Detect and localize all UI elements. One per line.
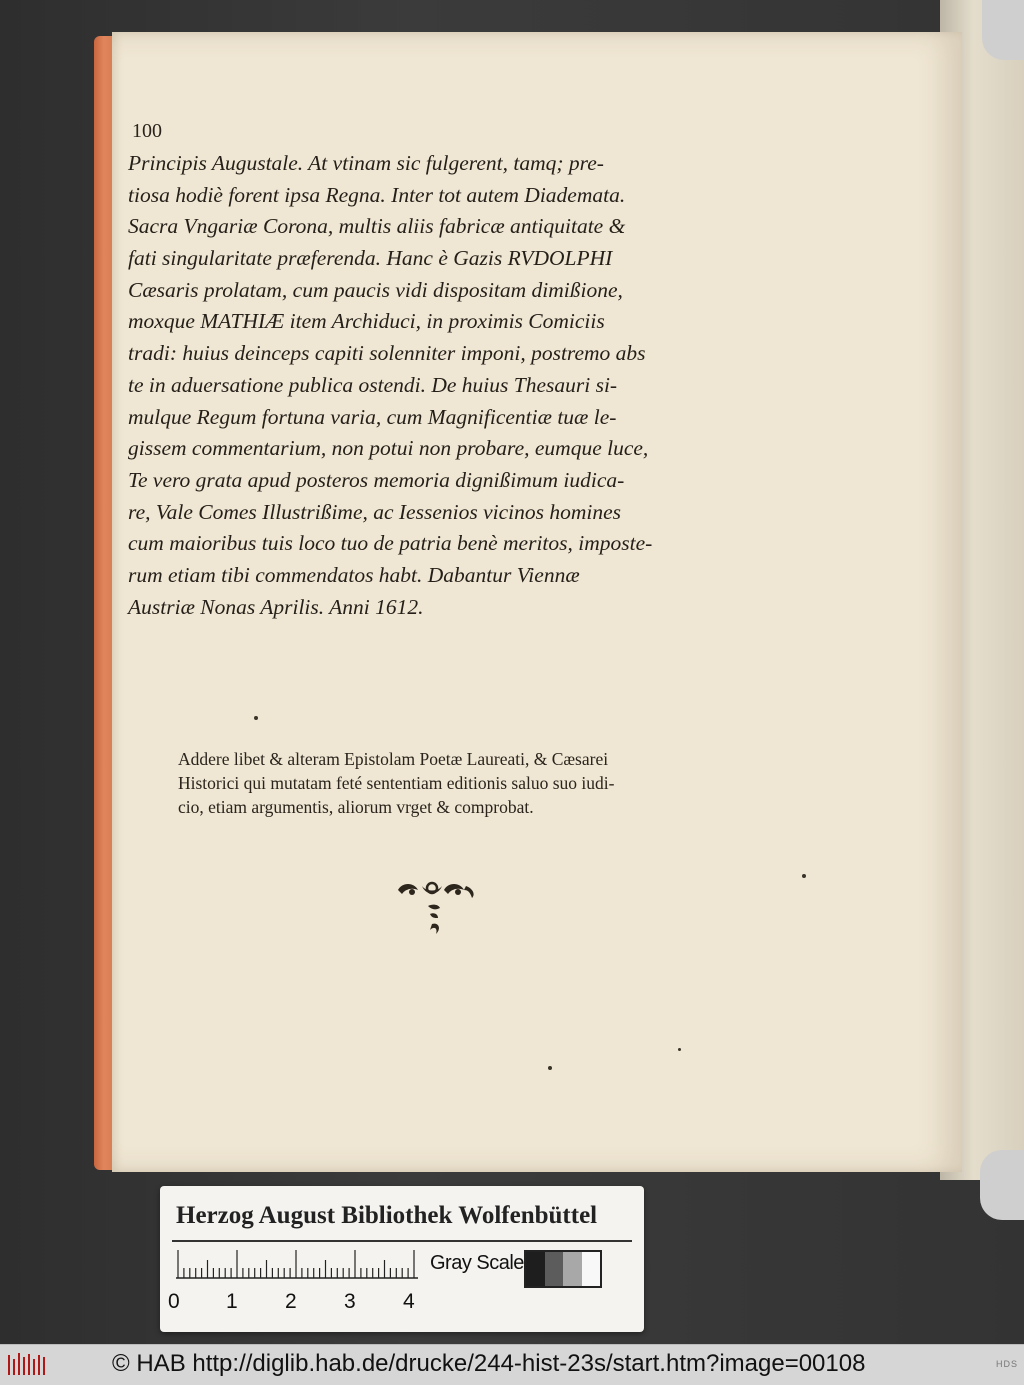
printers-ornament xyxy=(392,876,482,946)
text-line: re, Vale Comes Illustrißime, ac Iessenios vicinos homines xyxy=(128,499,622,524)
gray-scale-swatches xyxy=(524,1250,602,1288)
note-line: Historici qui mutatam feté sententiam editionis saluo suo iudi- xyxy=(178,773,615,793)
text-line: moxque MATHIÆ item Archiduci, in proximis Comiciis xyxy=(128,309,605,334)
color-reference-card xyxy=(160,1186,644,1332)
text-line: Sacra Vngariæ Corona, multis aliis fabricæ antiquitate & xyxy=(128,214,626,239)
footer-badge: HDS xyxy=(996,1359,1019,1369)
text-line: te in aduersatione publica ostendi. De huius Thesauri si- xyxy=(128,372,618,397)
hab-logo-icon xyxy=(6,1351,48,1379)
ruler-labels xyxy=(168,1290,428,1316)
ruler-label: 2 xyxy=(285,1290,297,1313)
gray-scale-label: Gray Scale xyxy=(430,1252,524,1274)
ink-speck xyxy=(678,1048,681,1051)
card-title: Herzog August Bibliothek Wolfenbüttel xyxy=(176,1202,598,1229)
gray-swatch xyxy=(526,1252,545,1286)
ruler-label: 1 xyxy=(226,1290,238,1313)
copyright-link[interactable]: © HAB http://diglib.hab.de/drucke/244-hist-23s/start.htm?image=00108 xyxy=(112,1350,866,1377)
text-line: gissem commentarium, non potui non probare, eumque luce, xyxy=(128,436,649,461)
text-line: fati singularitate præferenda. Hanc è Gazis RVDOLPHI xyxy=(128,246,613,271)
viewer-footer xyxy=(0,1344,1024,1385)
ink-speck xyxy=(802,874,806,878)
text-line: Cæsaris prolatam, cum paucis vidi dispositam dimißione, xyxy=(128,277,623,302)
text-line: Principis Augustale. At vtinam sic fulgerent, tamq; pre- xyxy=(128,151,604,175)
gray-swatch xyxy=(545,1252,564,1286)
text-line: cum maioribus tuis loco tuo de patria benè meritos, imposte- xyxy=(128,531,653,556)
page-clip-top xyxy=(982,0,1024,60)
ruler-label: 0 xyxy=(168,1290,180,1313)
note-paragraph xyxy=(178,747,778,819)
note-line: Addere libet & alteram Epistolam Poetæ Laureati, & Cæsarei xyxy=(178,749,609,769)
ink-speck xyxy=(254,716,258,720)
text-line: tiosa hodiè forent ipsa Regna. Inter tot autem Diademata. xyxy=(128,182,626,207)
body-text xyxy=(128,148,748,623)
text-line: Te vero grata apud posteros memoria dignißimum iudica- xyxy=(128,467,625,492)
text-line: mulque Regum fortuna varia, cum Magnificentiæ tuæ le- xyxy=(128,404,617,429)
text-line: tradi: huius deinceps capiti solenniter imponi, postremo abs xyxy=(128,341,646,366)
card-divider xyxy=(172,1240,632,1242)
note-line: cio, etiam argumentis, aliorum vrget & comprobat. xyxy=(178,797,534,817)
gray-swatch xyxy=(563,1252,582,1286)
gray-swatch xyxy=(582,1252,601,1286)
ruler-label: 3 xyxy=(344,1290,356,1313)
page-number: 100 xyxy=(132,120,162,142)
text-line: Austriæ Nonas Aprilis. Anni 1612. xyxy=(128,594,424,619)
page-clip-bottom xyxy=(980,1150,1024,1220)
ruler-scale xyxy=(174,1248,420,1292)
ruler-label: 4 xyxy=(403,1290,415,1313)
ink-speck xyxy=(548,1066,552,1070)
text-line: rum etiam tibi commendatos habt. Dabantur Viennæ xyxy=(128,562,580,587)
